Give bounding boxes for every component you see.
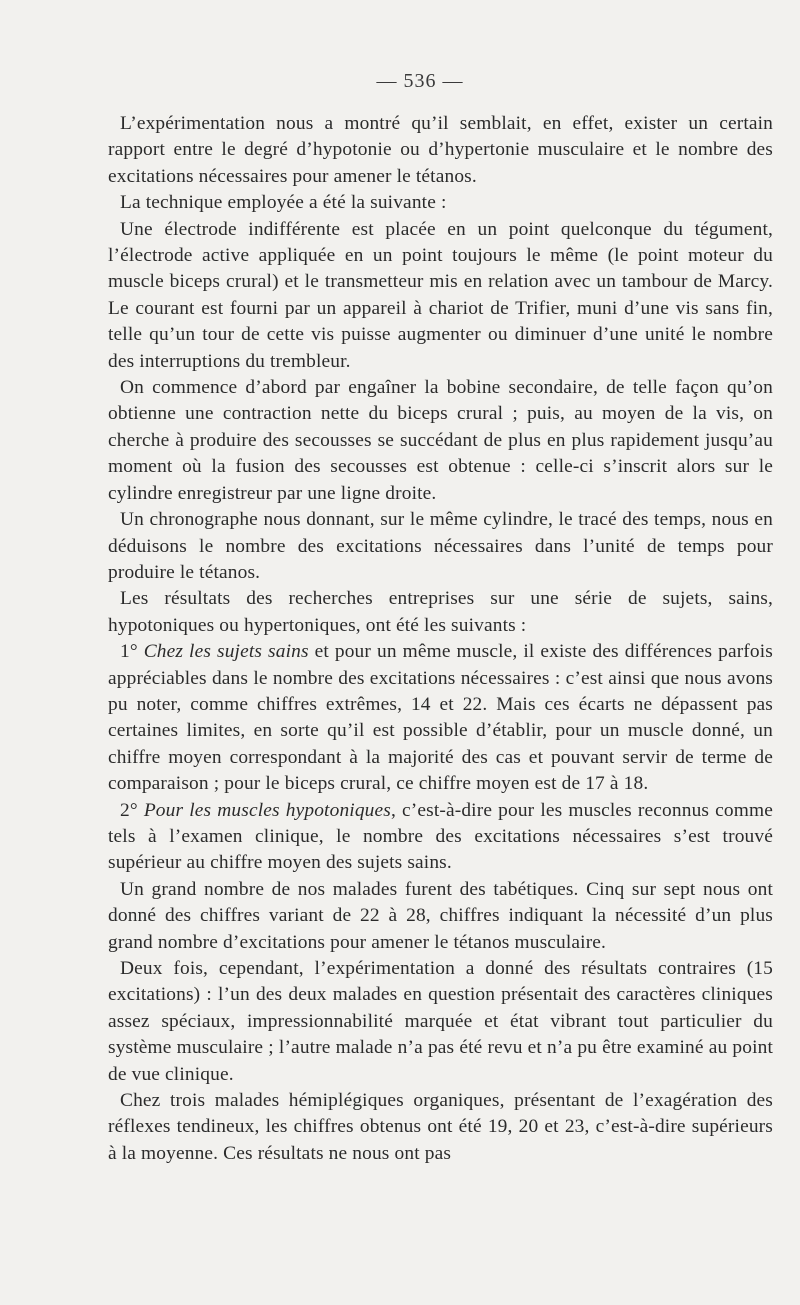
paragraph-results-intro: [108, 586, 773, 639]
page-number: — 536 —: [376, 70, 464, 92]
paragraph-healthy-subjects: [108, 639, 773, 797]
paragraph-text: Deux fois, cependant, l’expérimentation a donné des résultats contraires (15 excitations) : l’un des deux malades en question présentait des caractères cliniques assez spéciaux, impressionnabilité marquée et état vibrant tout particulier du système musculaire ; l’autre malade n’a pas été revu et n’a pu être examiné au point de vue clinique.: [108, 958, 773, 1085]
paragraph-text: Un chronographe nous donnant, sur le même cylindre, le tracé des temps, nous en déduisons le nombre des excitations nécessaires dans l’unité de temps pour produire le tétanos.: [108, 509, 773, 583]
paragraph-hemiplegics: [108, 1088, 773, 1167]
paragraph-text: L’expérimentation nous a montré qu’il semblait, en effet, exister un certain rapport entre le degré d’hypotonie ou d’hypertonie musculaire et le nombre des excitations nécessaires pour amener le tétanos.: [108, 113, 773, 187]
paragraph-text: Une électrode indifférente est placée en un point quelconque du tégument, l’électrode active appliquée en un point toujours le même (le point moteur du muscle biceps crural) et le transmetteur mis en relation avec un tambour de Marcy. Le courant est fourni par un appareil à chariot de Trifier, muni d’une vis sans fin, telle qu’un tour de cette vis puisse augmenter ou diminuer d’une unité le nombre des interruptions du trembleur.: [108, 218, 773, 372]
paragraph-text: Les résultats des recherches entreprises sur une série de sujets, sains, hypotoniques ou hypertoniques, ont été les suivants :: [108, 588, 773, 636]
paragraph-electrode-setup: [108, 217, 773, 375]
paragraph-tabetics: [108, 877, 773, 956]
paragraph-text: et pour un même muscle, il existe des différences parfois appréciables dans le nombre des excitations nécessaires : c’est ainsi que nous avons pu noter, comme chiffres extrêmes, 14 et 22. Mais ces écarts ne dépassent pas certaines limites, en sorte qu’il est possible d’établir, pour un muscle donné, un chiffre moyen correspondant à la majorité des cas et pouvant servir de terme de comparaison ; pour le biceps crural, ce chiffre moyen est de 17 à 18.: [108, 641, 773, 795]
paragraph-technique-heading: [108, 190, 773, 216]
list-number: 1°: [120, 641, 144, 663]
paragraph-text: , c’est-à-dire pour les muscles reconnus comme tels à l’examen clinique, le nombre des excitations nécessaires s’est trouvé supérieur au chiffre moyen des sujets sains.: [108, 799, 773, 874]
paragraph-text: La technique employée a été la suivante :: [120, 192, 447, 214]
paragraph-intro: [108, 111, 773, 190]
paragraph-contrary-results: [108, 956, 773, 1088]
italic-phrase: Pour les muscles hypotoniques: [143, 799, 391, 821]
body-text: [108, 111, 773, 1167]
paragraph-hypotonic-muscles: [108, 798, 773, 877]
paragraph-text: Chez trois malades hémiplégiques organiques, présentant de l’exagération des réflexes tendineux, les chiffres obtenus ont été 19, 20 et 23, c’est-à-dire supérieurs à la moyenne. Ces résultats ne nous ont pas: [108, 1090, 773, 1164]
paragraph-procedure: [108, 375, 773, 507]
paragraph-chronograph: [108, 507, 773, 586]
paragraph-text: On commence d’abord par engaîner la bobine secondaire, de telle façon qu’on obtienne une contraction nette du biceps crural ; puis, au moyen de la vis, on cherche à produire des secousses se succédant de plus en plus rapidement jusqu’au moment où la fusion des secousses est obtenue : celle-ci s’inscrit alors sur le cylindre enregistreur par une ligne droite.: [108, 377, 773, 504]
italic-phrase: Chez les sujets sains: [143, 641, 309, 663]
list-number: 2°: [120, 799, 144, 821]
paragraph-text: Un grand nombre de nos malades furent des tabétiques. Cinq sur sept nous ont donné des chiffres variant de 22 à 28, chiffres indiquant la nécessité d’un plus grand nombre d’excitations pour amener le tétanos musculaire.: [108, 878, 773, 953]
